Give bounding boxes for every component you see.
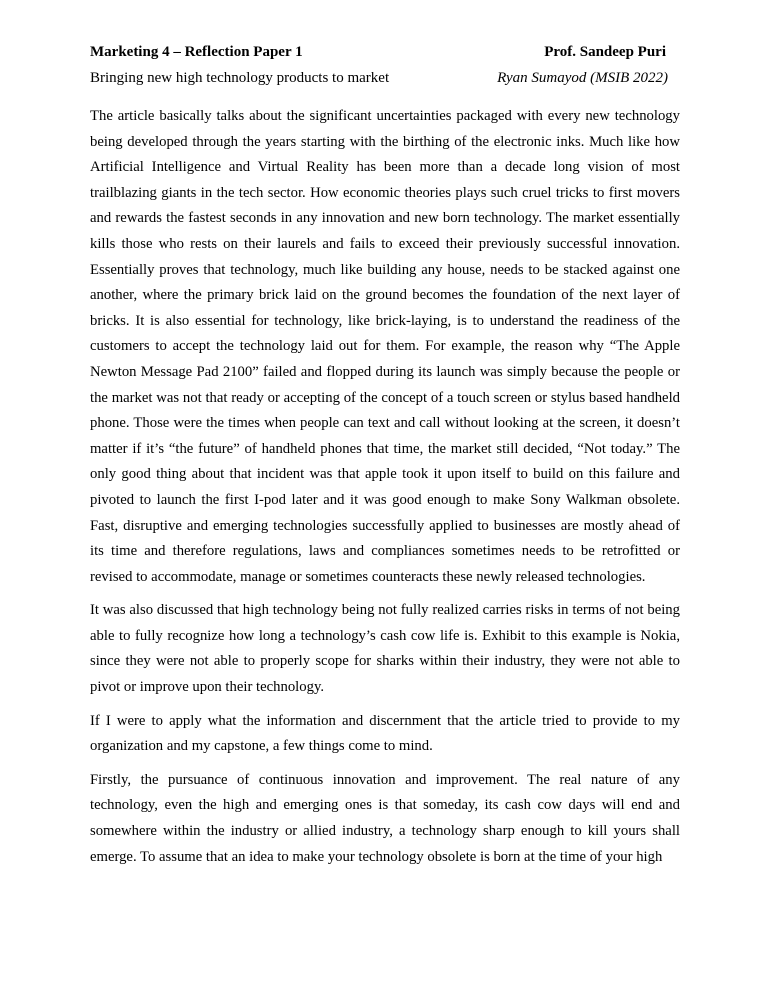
author-name: Ryan Sumayod (MSIB 2022) <box>497 70 668 86</box>
paragraph: Firstly, the pursuance of continuous innovation and improvement. The real nature of any technology, even the high and emerging ones is that someday, its cash cow days will end and somewhere within the industry or allied industry, a technology sharp enough to kill yours shall emerge. To assume that an idea to make your technology obsolete is born at the time of your high <box>90 771 680 865</box>
document-page <box>90 40 680 878</box>
paper-subtitle: Bringing new high technology products to market <box>90 70 390 86</box>
paragraph: It was also discussed that high technology being not fully realized carries risks in terms of not being able to fully recognize how long a technology’s cash cow life is. Exhibit to this example is Nokia, since they were not able to properly scope for sharks within their industry, they were not able to pivot or improve upon their technology. <box>90 602 680 696</box>
body-text <box>90 104 680 870</box>
paragraph: If I were to apply what the information and discernment that the article tried to provide to my organization and my capstone, a few things come to mind. <box>90 712 680 755</box>
professor-name: Prof. Sandeep Puri <box>544 44 666 60</box>
header-row-top <box>90 40 680 66</box>
course-title: Marketing 4 – Reflection Paper 1 <box>90 44 303 60</box>
header-row-bottom <box>90 66 680 90</box>
paragraph: The article basically talks about the significant uncertainties packaged with every new technology being developed through the years starting with the birthing of the electronic inks. Much like how Artificial Intelligence and Virtual Reality has been more than a decade long vision of most trailblazing giants in the tech sector. How economic theories plays such cruel tricks to first movers and rewards the fastest seconds in any innovation and new born technology. The market essentially kills those who rests on their laurels and fails to exceed their previously successful innovation. Essentially proves that technology, much like building any house, needs to be stacked against one another, where the primary brick laid on the ground becomes the foundation of the next layer of bricks. It is also essential for technology, like brick-laying, is to understand the readiness of the customers to accept the technology laid out for them. For example, the reason why “The Apple Newton Message Pad 2100” failed and flopped during its launch was simply because the people or the market was not that ready or accepting of the concept of a touch screen or stylus based handheld phone. Those were the times when people can text and call without looking at the screen, it doesn’t matter if it’s “the future” of handheld phones that time, the market still decided, “Not today.” The only good thing about that incident was that apple took it upon itself to build on this failure and pivoted to launch the first I-pod later and it was good enough to make Sony Walkman obsolete. Fast, disruptive and emerging technologies successfully applied to businesses are mostly ahead of its time and therefore regulations, laws and compliances sometimes needs to be retrofitted or revised to accommodate, manage or sometimes counteracts these newly released technologies. <box>90 108 680 585</box>
